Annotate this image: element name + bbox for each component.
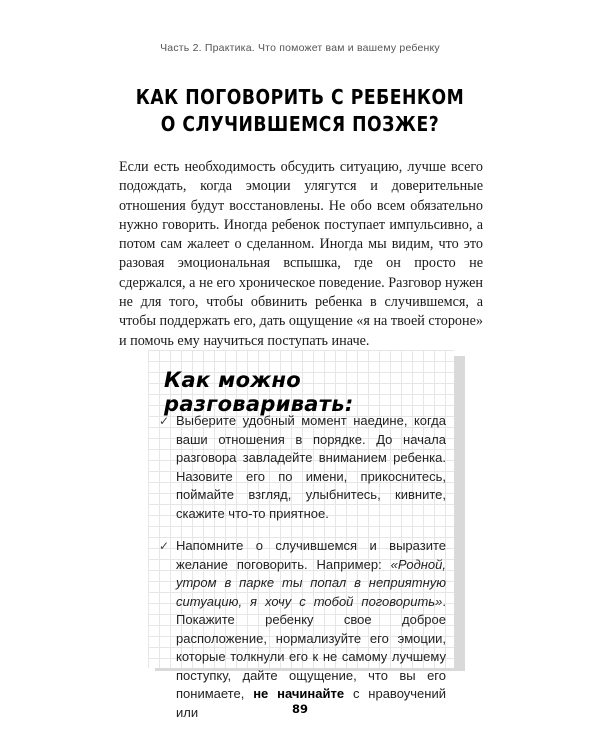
running-header: Часть 2. Практика. Что поможет вам и вашему ребенку xyxy=(160,42,440,54)
tip-list xyxy=(158,412,446,736)
tip-item xyxy=(158,412,446,523)
tip-item-text-end: с нравоучений или xyxy=(176,686,446,720)
tip-box-title: Как можно разговаривать: xyxy=(164,368,354,416)
checkmark-icon: ✓ xyxy=(159,414,170,428)
page-number: 89 xyxy=(291,702,308,716)
tip-item-text-start: Напомните о случившемся и выразите желание поговорить. Например: xyxy=(176,538,446,572)
chapter-title-line-2: О СЛУЧИВШЕМСЯ ПОЗЖЕ? xyxy=(160,112,440,136)
tip-item-text-middle: . Покажите ребенку свое доброе расположение, нормализуйте его эмоции, которые толкнули его к не самому лучшему поступку, дайте ощущение, что вы его понимаете, xyxy=(176,593,446,701)
chapter-title xyxy=(42,84,558,138)
tip-item-emphasis: не начинайте xyxy=(253,686,345,701)
tip-item-text: Выберите удобный момент наедине, когда ваши отношения в порядке. До начала разговора завладейте вниманием ребенка. Назовите его по имени, прикоснитесь, поймайте взгляд, улыбнитесь, кивните, скажите что-то приятное. xyxy=(176,413,446,521)
tip-item xyxy=(158,537,446,722)
tip-item-quote: «Родной, утром в парке ты попал в неприятную ситуацию, я хочу с тобой поговорить» xyxy=(176,556,446,609)
chapter-title-line-1: КАК ПОГОВОРИТЬ С РЕБЕНКОМ xyxy=(135,85,465,109)
body-paragraph: Если есть необходимость обсудить ситуацию, лучше всего подождать, когда эмоции улягутся и доверительные отношения будут восстановлены. Не обо всем обязательно нужно говорить. Иногда ребенок поступает импульсивно, а потом сам жалеет о сделанном. Иногда мы видим, что это разовая эмоциональная вспышка, где он просто не сдержался, а не его хроническое поведение. Разговор нужен не для того, чтобы обвинить ребенка в случившемся, а чтобы поддержать его, дать ощущение «я на твоей стороне» и помочь ему научиться поступать иначе. xyxy=(119,159,483,349)
checkmark-icon: ✓ xyxy=(159,539,170,553)
